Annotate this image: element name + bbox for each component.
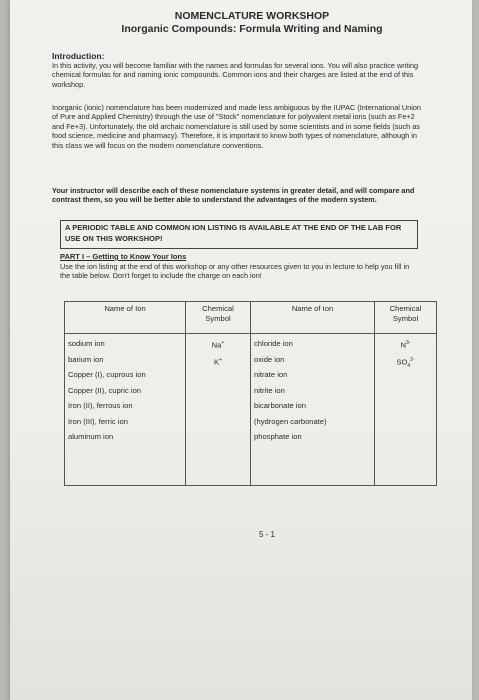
column-symbols-right[interactable] [375, 334, 437, 486]
table-cell: nitrate ion [254, 370, 288, 379]
ion-table [64, 301, 437, 486]
worksheet-page [10, 0, 472, 700]
column-symbols-left[interactable] [186, 334, 251, 486]
intro-paragraph-2: Inorganic (ionic) nomenclature has been modernized and made less ambiguous by the IUPAC (International Union of Pure and Applied Chemistry) through the use of "Stock" nomenclature for polyvalent metal ions (such as Fe+2 and Fe+3). Unfortunately, the old archaic nomenclature is still used by some scientists and in some fields (such as food science, medicine and pharmacy). Therefore, it is important to know both types of nomenclature, although in this class we will focus on the modern nomenclature conventions. [52, 103, 421, 150]
table-cell: $SO_4^{2-}$ [396, 357, 415, 370]
table-cell: Copper (I), cuprous ion [68, 370, 146, 379]
part1-instructions: Use the ion listing at the end of this workshop or any other resources given to you in lecture to help you fill in the table below. Don't forget to include the charge on each ion! [60, 262, 410, 281]
table-cell: phosphate ion [254, 432, 302, 441]
column-names-left [65, 334, 186, 486]
intro-paragraph-1: In this activity, you will become familiar with the names and formulas for several ions. You will also practice writing chemical formulas for and naming ionic compounds. Common ions and their charges are listed at the end of this workshop. [52, 61, 419, 89]
table-cell: sodium ion [68, 339, 105, 348]
table-cell: nitrite ion [254, 385, 285, 395]
table-cell: Iron (III), ferric ion [68, 416, 128, 426]
part1-heading: PART I – Getting to Know Your Ions [60, 252, 187, 261]
table-cell: $N^{3-}$ [400, 340, 411, 350]
worksheet-subtitle: Inorganic Compounds: Formula Writing and Naming [121, 23, 383, 35]
header-name-of-ion-2: Name of Ion [251, 302, 375, 334]
table-cell: Na+ [211, 340, 225, 350]
intro-heading: Introduction: [52, 51, 105, 61]
page-number: 5 - 1 [258, 530, 275, 539]
worksheet-title: NOMENCLATURE WORKSHOP [174, 10, 330, 22]
notice-box: A PERIODIC TABLE AND COMMON ION LISTING IS AVAILABLE AT THE END OF THE LAB FOR USE ON THIS WORKSHOP! [60, 220, 418, 249]
column-names-right [251, 334, 375, 486]
table-cell: K+ [214, 357, 222, 367]
header-chemical-symbol-1: Chemical Symbol [186, 302, 251, 334]
table-cell: oxide ion [254, 354, 285, 364]
intro-paragraph-3: Your instructor will describe each of these nomenclature systems in greater detail, and will compare and contrast them, so you will be better able to understand the advantages of the modern system. [52, 186, 415, 205]
table-cell: bicarbonate ion [254, 401, 306, 410]
table-cell: Copper (II), cupric ion [68, 385, 142, 395]
table-cell: (hydrogen carbonate) [254, 416, 327, 426]
table-cell: chloride ion [254, 339, 293, 348]
header-chemical-symbol-2: Chemical Symbol [375, 302, 437, 334]
table-cell: aluminum ion [68, 432, 114, 441]
table-cell: Iron (II), ferrous ion [68, 401, 133, 410]
table-cell: barium ion [68, 354, 104, 364]
header-name-of-ion-1: Name of Ion [65, 302, 186, 334]
